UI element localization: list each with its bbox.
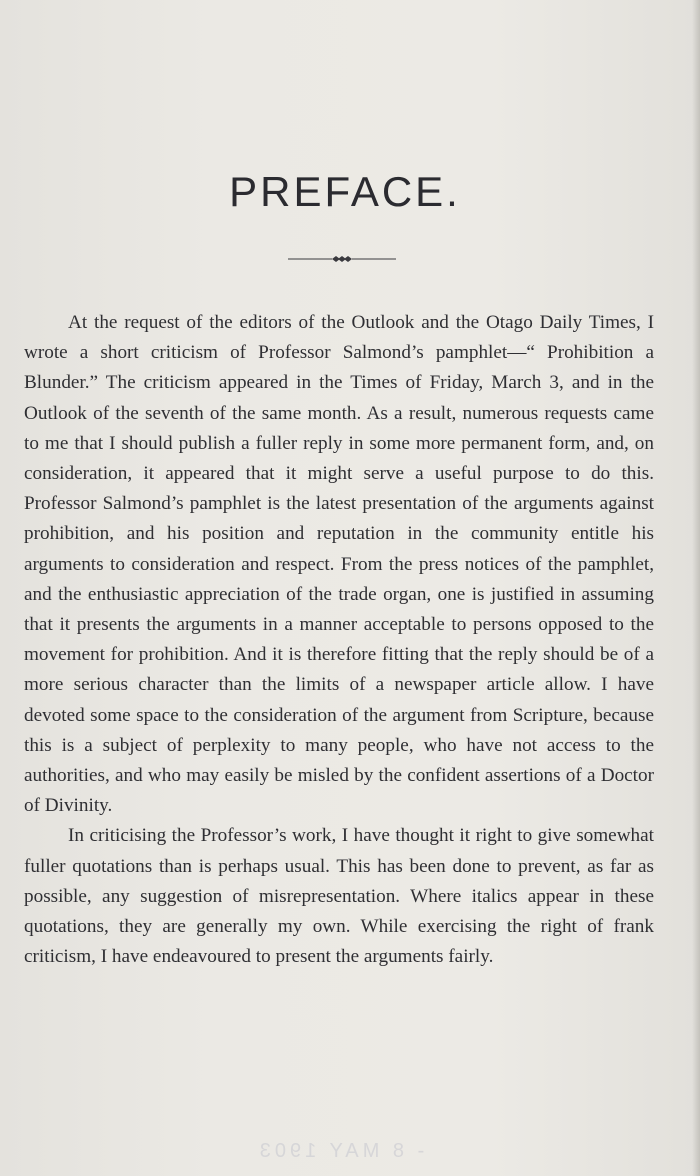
ornament-divider: [288, 254, 396, 264]
preface-body: [24, 308, 654, 972]
page-title: PREFACE.: [229, 168, 461, 215]
paragraph-2: In criticising the Professor’s work, I have thought it right to give somewhat fuller quotations than is perhaps usual. This has been done to prevent, as far as possible, any suggestion of misrepresentation. Where italics appear in these quotations, they are generally my own. While exercising the right of frank criticism, I have endeavoured to present the arguments fairly.: [24, 825, 654, 968]
library-stamp: - 8 MAY 1903: [255, 1140, 425, 1162]
page-edge-shadow: [692, 0, 700, 1176]
paragraph-1: At the request of the editors of the Outlook and the Otago Daily Times, I wrote a short criticism of Professor Salmond’s pamphlet—“ Prohibition a Blunder.” The criticism appeared in the Times of Friday, March 3, and in the Outlook of the seventh of the same month. As a result, numerous requests came to me that I should publish a fuller reply in some more permanent form, and, on consideration, it appeared that it might serve a useful purpose to do this. Professor Salmond’s pamphlet is the latest presentation of the arguments against prohibition, and his position and reputation in the community entitle his arguments to consideration and respect. From the press notices of the pamphlet, and the enthusiastic appreciation of the trade organ, one is justified in assuming that it presents the arguments in a manner acceptable to persons opposed to the movement for prohibition. And it is therefore fitting that the reply should be of a more serious character than the limits of a newspaper article allow. I have devoted some space to the consideration of the argument from Scripture, because this is a subject of perplexity to many people, who have not access to the authorities, and who may easily be misled by the confident assertions of a Doctor of Divinity.: [24, 312, 654, 817]
